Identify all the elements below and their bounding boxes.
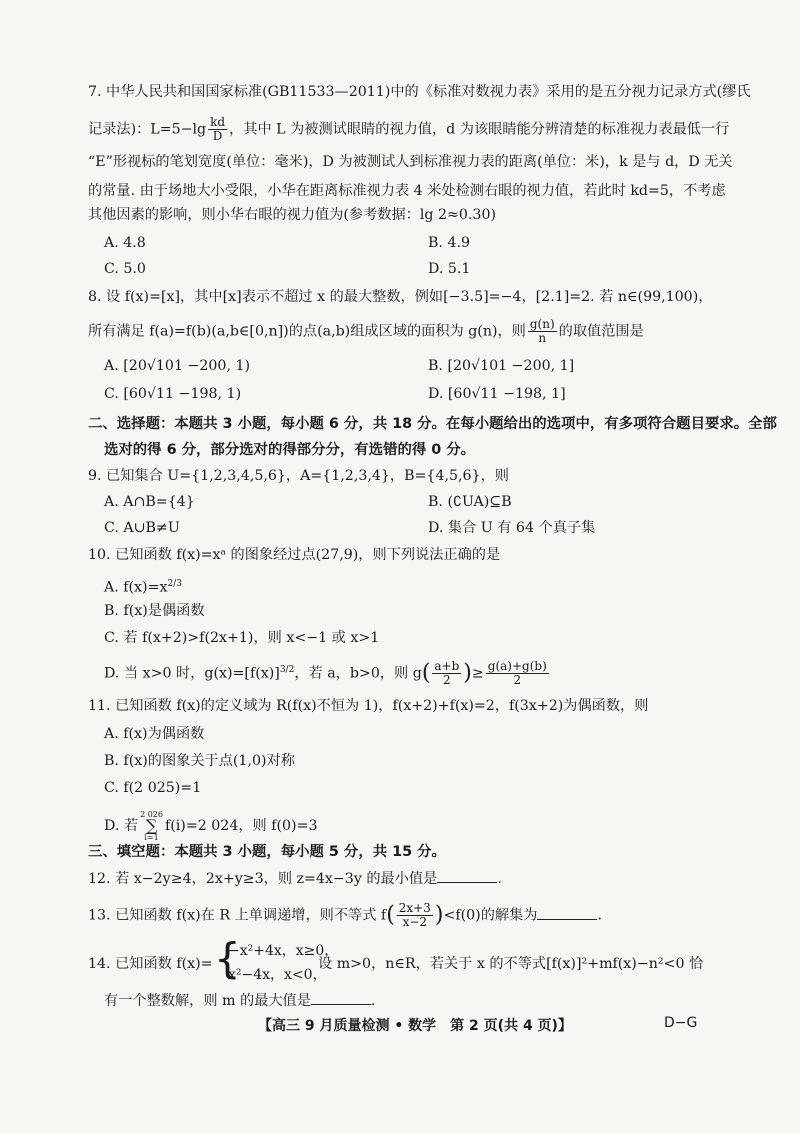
q14-lead: 14. 已知函数 f(x)=: [88, 956, 213, 972]
q10-option-d-exp: 3/2: [279, 665, 295, 675]
q7-line3: “E”形视标的笔划宽度(单位：毫米)，D 为被测试人到标准视力表的距离(单位：米)，k 是与 d，D 无关: [88, 154, 733, 170]
q9-stem: 9. 已知集合 U={1,2,3,4,5,6}，A={1,2,3,4}，B={4,5,6}，则: [88, 468, 509, 484]
page-footer: 【高三 9 月质量检测 • 数学 第 2 页(共 4 页)】: [258, 1018, 572, 1034]
q13-paren-open: (: [386, 902, 395, 928]
q7-line5: 其他因素的影响，则小华右眼的视力值为(参考数据：lg 2≈0.30): [88, 207, 497, 223]
q11-option-d: [104, 810, 318, 842]
q14-end: .: [370, 993, 376, 1009]
q14-piece1: −x²+4x，x≥0，: [228, 943, 339, 959]
q11-option-c: C. f(2 025)=1: [104, 780, 202, 796]
q7-option-c: C. 5.0: [104, 261, 146, 277]
q10-frac-left: [432, 660, 461, 687]
q7-line4: 的常量. 由于场地大小受限，小华在距离标准视力表 4 米处检测右眼的视力值，若此时 kd=5，不考虑: [88, 183, 726, 199]
section3-heading: 三、填空题：本题共 3 小题，每小题 5 分，共 15 分。: [88, 844, 446, 860]
q10-frac-left-num: a+b: [434, 659, 460, 674]
q12-answer-blank[interactable]: [437, 868, 497, 883]
q10-frac-left-den: 2: [443, 673, 451, 688]
q7-line2a: 记录法)：L=5−lg: [88, 121, 207, 138]
q11-sum-bottom: i=1: [144, 833, 159, 842]
q13-end: .: [597, 907, 602, 924]
section2-heading: 二、选择题：本题共 3 小题，每小题 6 分，共 18 分。在每小题给出的选项中，有多项符合题目要求。全部: [88, 416, 777, 432]
q14-answer-blank[interactable]: [311, 990, 371, 1005]
q10-paren-open: (: [421, 660, 431, 686]
q13-line: [88, 902, 602, 929]
q10-option-d-part3: ≥: [471, 665, 484, 682]
q7-line1: 7. 中华人民共和国国家标准(GB11533—2011)中的《标准对数视力表》采用的是五分视力记录方式(缪氏: [88, 84, 751, 100]
q8-frac-num: g(n): [529, 317, 555, 331]
q8-line1: 8. 设 f(x)=[x]，其中[x]表示不超过 x 的最大整数，例如[−3.5]=−4，[2.1]=2. 若 n∈(99,100)，: [88, 289, 713, 305]
section2-heading-line2: 选对的得 6 分，部分选对的得部分分，有选错的得 0 分。: [104, 442, 476, 458]
q8-line2a: 所有满足 f(a)=f(b)(a,b∈[0,n])的点(a,b)组成区域的面积为 g(n)，则: [88, 323, 526, 340]
q11-sum: [140, 810, 163, 842]
q13-frac-num: 2x+3: [398, 901, 431, 915]
q7-option-d: D. 5.1: [428, 261, 471, 277]
q14-piece2: x²−4x，x<0，: [228, 967, 327, 983]
q10-option-b: B. f(x)是偶函数: [104, 603, 205, 619]
q14-line2-text: 有一个整数解，则 m 的最大值是: [104, 993, 311, 1009]
q9-option-a: A. A∩B={4}: [104, 494, 195, 510]
q9-option-c: C. A∪B≠U: [104, 520, 180, 536]
q11-option-a: A. f(x)为偶函数: [104, 726, 205, 742]
q8-line2b: 的取值范围是: [558, 323, 644, 340]
q10-option-c: C. 若 f(x+2)>f(2x+1)，则 x<−1 或 x>1: [104, 630, 380, 646]
q13-answer-blank[interactable]: [537, 905, 597, 920]
q10-option-d: [104, 660, 551, 687]
q10-option-d-part1: D. 当 x>0 时，g(x)=[f(x)]: [104, 665, 280, 682]
q10-option-a-exp: 2/3: [167, 579, 182, 589]
q11-sum-top: 2 026: [140, 810, 163, 819]
q12-line: [88, 868, 502, 889]
q11-option-d-part2: f(i)=2 024，则 f(0)=3: [164, 818, 318, 834]
q8-option-d: D. [60√11 −198, 1]: [428, 386, 566, 402]
q7-option-b: B. 4.9: [428, 235, 471, 251]
q8-option-b: B. [20√101 −200, 1]: [428, 358, 575, 374]
q8-option-c: C. [60√11 −198, 1): [104, 386, 242, 402]
q8-option-a: A. [20√101 −200, 1): [104, 358, 251, 374]
q13-text1: 13. 已知函数 f(x)在 R 上单调递增，则不等式 f: [88, 907, 387, 924]
q7-option-a: A. 4.8: [104, 235, 146, 251]
q9-option-d: D. 集合 U 有 64 个真子集: [428, 520, 596, 536]
q7-frac-num: kd: [210, 115, 226, 129]
q8-fraction: [528, 318, 557, 345]
paper-code: D−G: [664, 1015, 698, 1031]
q14-line2: [104, 990, 375, 1011]
q14-tail: 设 m>0，n∈R，若关于 x 的不等式[f(x)]²+mf(x)−n²<0 恰: [318, 956, 704, 972]
q12-text: 12. 若 x−2y≥4，2x+y≥3，则 z=4x−3y 的最小值是: [88, 871, 438, 887]
q8-line2: [88, 318, 644, 345]
q13-paren-close: ): [434, 902, 444, 928]
q7-line2: [88, 116, 729, 143]
q8-frac-den: n: [538, 331, 547, 345]
q10-frac-right: [486, 660, 549, 687]
q10-frac-right-num: g(a)+g(b): [487, 659, 547, 674]
q10-option-d-part2: ，若 a，b>0，则 g: [294, 665, 422, 682]
q14-brace-icon: {: [214, 934, 241, 983]
q7-line2b: ，其中 L 为被测试眼睛的视力值，d 为该眼睛能分辨清楚的标准视力表最低一行: [229, 121, 730, 138]
q13-fraction: [397, 902, 433, 929]
q13-frac-den: x−2: [402, 915, 428, 929]
q10-option-a-text: A. f(x)=x: [104, 579, 168, 596]
q11-option-b: B. f(x)的图象关于点(1,0)对称: [104, 753, 295, 769]
q10-paren-close: ): [463, 660, 472, 686]
q9-option-b: B. (∁UA)⊆B: [428, 494, 512, 510]
q10-option-a: [104, 574, 182, 598]
q12-end: .: [497, 871, 502, 887]
q11-sigma-icon: ∑: [145, 816, 158, 835]
q11-option-d-part1: D. 若: [104, 818, 139, 834]
q7-fraction: [208, 116, 227, 143]
q11-stem: 11. 已知函数 f(x)的定义域为 R(f(x)不恒为 1)，f(x+2)+f(x)=2，f(3x+2)为偶函数，则: [88, 698, 649, 714]
q10-stem: 10. 已知函数 f(x)=xᵃ 的图象经过点(27,9)，则下列说法正确的是: [88, 547, 501, 563]
q13-text2: <f(0)的解集为: [443, 907, 538, 924]
q7-frac-den: D: [212, 129, 223, 143]
q10-frac-right-den: 2: [513, 673, 522, 688]
